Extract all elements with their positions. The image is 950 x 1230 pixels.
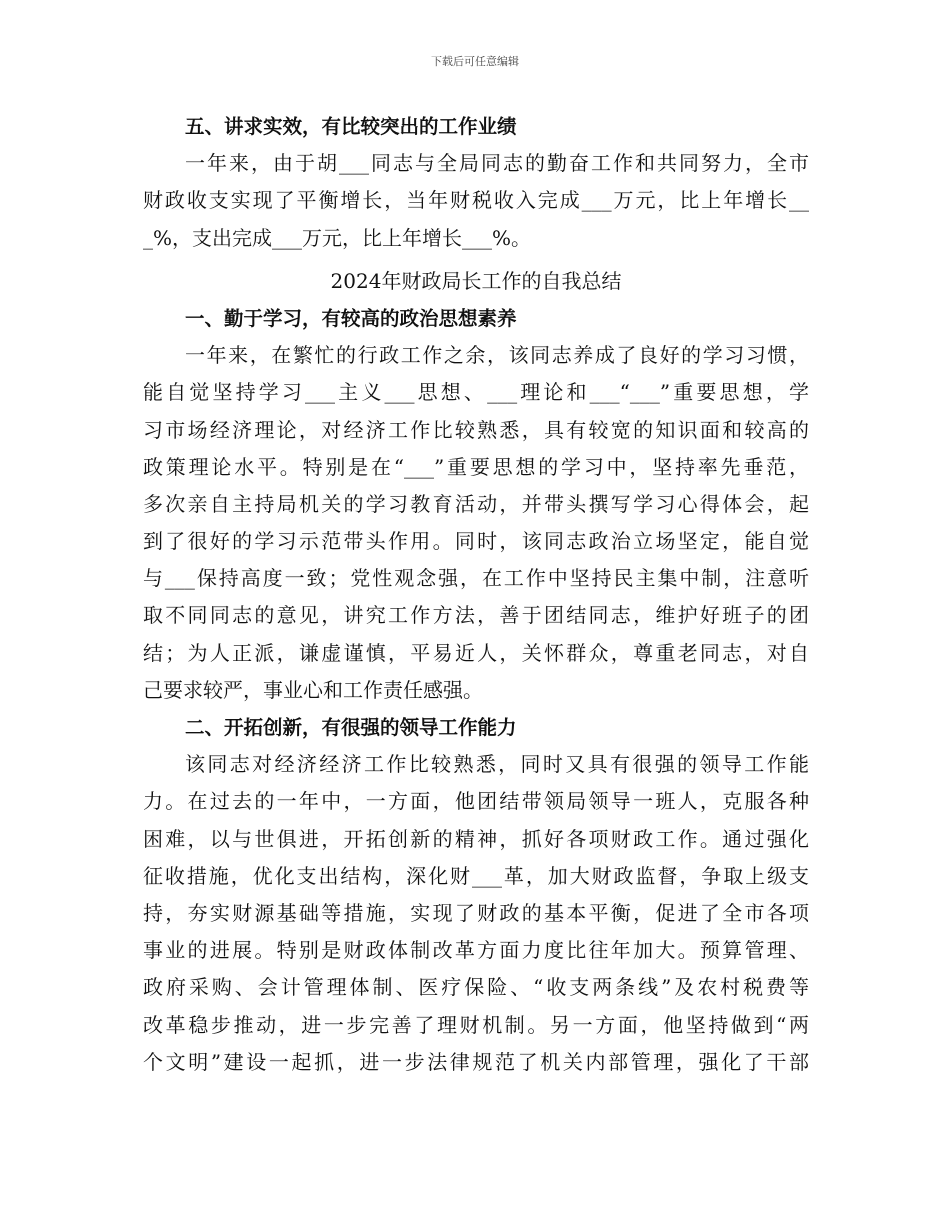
paragraph-line: 多次亲自主持局机关的学习教育活动，并带头撰写学习心得体会，起 xyxy=(143,491,809,516)
paragraph-line: 征收措施，优化支出结构，深化财___革，加大财政监督，争取上级支 xyxy=(143,863,809,888)
paragraph-line: 己要求较严，事业心和工作责任感强。 xyxy=(143,677,483,702)
paragraph-line: 事业的进展。特别是财政体制改革方面力度比往年加大。预算管理、 xyxy=(143,938,809,963)
section-heading-2: 二、开拓创新，有很强的领导工作能力 xyxy=(185,716,517,739)
paragraph-line: 一年来，由于胡___同志与全局同志的勤奋工作和共同努力，全市 xyxy=(185,151,809,176)
paragraph-line: 习市场经济理论，对经济工作比较熟悉，具有较宽的知识面和较高的 xyxy=(143,417,809,442)
paragraph-line: _%，支出完成___万元，比上年增长___%。 xyxy=(143,225,532,250)
document-body xyxy=(143,108,809,1081)
paragraph-line: 能自觉坚持学习___主义___思想、___理论和___“___”重要思想，学 xyxy=(143,380,809,405)
paragraph-line: 到了很好的学习示范带头作用。同时，该同志政治立场坚定，能自觉 xyxy=(143,529,809,554)
paragraph-line: 结；为人正派，谦虚谨慎，平易近人，关怀群众，尊重老同志，对自 xyxy=(143,640,809,665)
document-title: 2024年财政局长工作的自我总结 xyxy=(330,268,622,293)
paragraph-line: 与___保持高度一致；党性观念强，在工作中坚持民主集中制，注意听 xyxy=(143,566,809,591)
section-heading-5: 五、讲求实效，有比较突出的工作业绩 xyxy=(185,115,517,138)
paragraph-line: 持，夯实财源基础等措施，实现了财政的基本平衡，促进了全市各项 xyxy=(143,900,809,925)
paragraph-line: 力。在过去的一年中，一方面，他团结带领局领导一班人，克服各种 xyxy=(143,789,809,814)
paragraph-line: 财政收支实现了平衡增长，当年财税收入完成___万元，比上年增长__ xyxy=(143,188,809,213)
paragraph-line: 政府采购、会计管理体制、医疗保险、“收支两条线”及农村税费等 xyxy=(143,975,809,1000)
paragraph-line: 该同志对经济经济工作比较熟悉，同时又具有很强的领导工作能 xyxy=(185,752,809,777)
paragraph-line: 一年来，在繁忙的行政工作之余，该同志养成了良好的学习习惯， xyxy=(185,343,809,368)
paragraph-line: 取不同同志的意见，讲究工作方法，善于团结同志，维护好班子的团 xyxy=(143,603,809,628)
paragraph-line: 政策理论水平。特别是在“___”重要思想的学习中，坚持率先垂范， xyxy=(143,454,809,479)
page-header: 下载后可任意编辑 xyxy=(431,55,519,68)
paragraph-line: 改革稳步推动，进一步完善了理财机制。另一方面，他坚持做到“两 xyxy=(143,1012,809,1037)
section-heading-1: 一、勤于学习，有较高的政治思想素养 xyxy=(185,306,517,330)
paragraph-line: 困难，以与世俱进，开拓创新的精神，抓好各项财政工作。通过强化 xyxy=(143,826,809,851)
paragraph-line: 个文明”建设一起抓，进一步法律规范了机关内部管理，强化了干部 xyxy=(143,1049,809,1074)
